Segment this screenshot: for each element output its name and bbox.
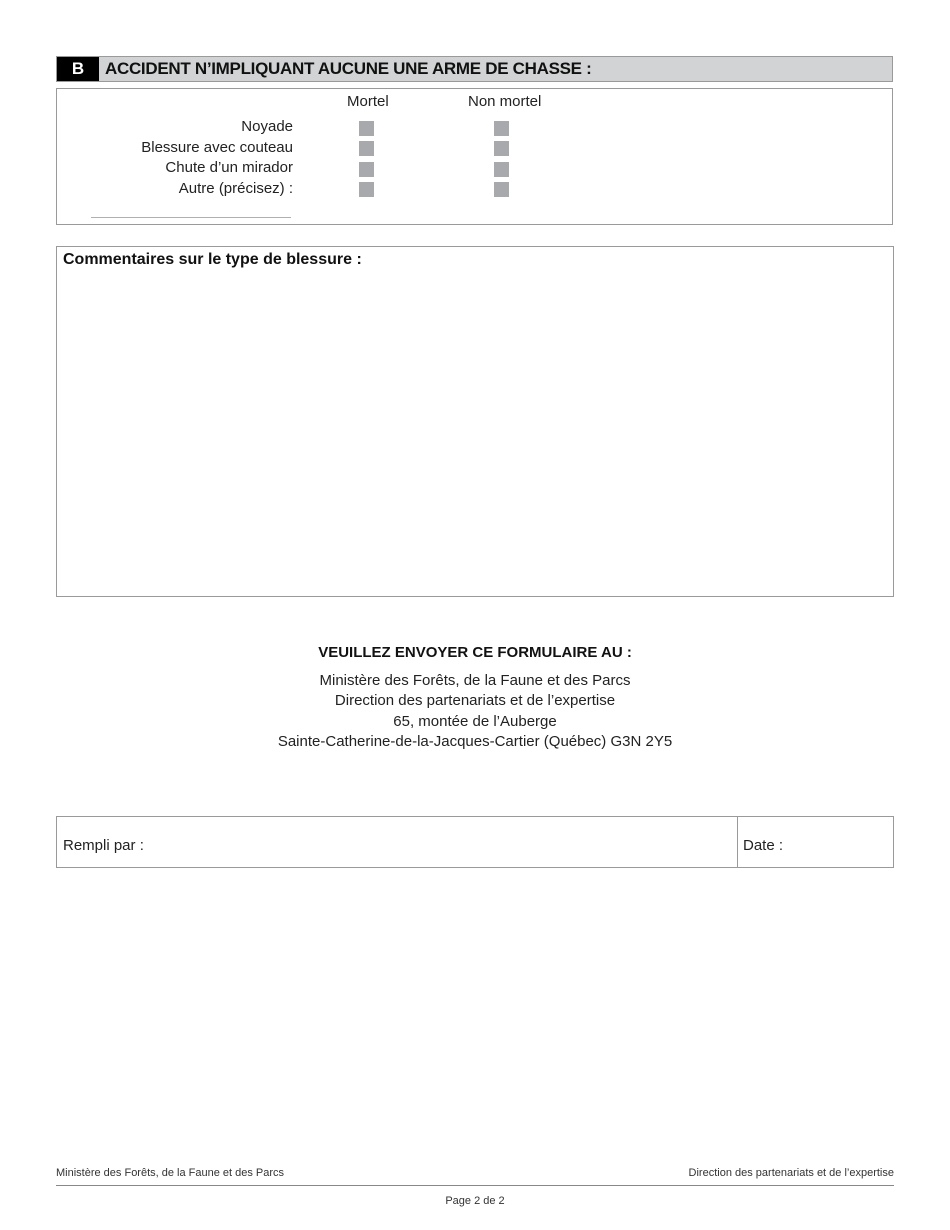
section-b-header: [56, 56, 893, 82]
section-title: ACCIDENT N’IMPLIQUANT AUCUNE UNE ARME DE CHASSE :: [105, 59, 592, 78]
comments-field[interactable]: [56, 246, 894, 597]
row-label-stand-fall: Chute d’un mirador: [165, 159, 293, 176]
address-line-direction: Direction des partenariats et de l’expertise: [334, 692, 616, 709]
signature-box: [56, 816, 894, 868]
checkbox-other-fatal[interactable]: [359, 182, 374, 197]
footer-divider: [56, 1185, 894, 1186]
row-label-knife-injury: Blessure avec couteau: [141, 139, 293, 156]
checkbox-knife-fatal[interactable]: [359, 141, 374, 156]
row-label-drowning: Noyade: [241, 118, 293, 135]
comments-title: Commentaires sur le type de blessure :: [63, 251, 362, 268]
checkbox-stand-fall-fatal[interactable]: [359, 162, 374, 177]
checkbox-knife-non-fatal[interactable]: [494, 141, 509, 156]
address-line-street: 65, montée de l’Auberge: [393, 713, 557, 730]
mailing-title: VEUILLEZ ENVOYER CE FORMULAIRE AU :: [318, 644, 632, 661]
column-header-non-fatal: Non mortel: [468, 93, 542, 110]
other-specify-field[interactable]: [91, 217, 291, 218]
page-number: Page 2 de 2: [445, 1195, 505, 1207]
column-header-fatal: Mortel: [347, 93, 389, 110]
checkbox-drowning-fatal[interactable]: [359, 121, 374, 136]
section-b-body: [56, 88, 893, 225]
footer-ministry: Ministère des Forêts, de la Faune et des Parcs: [56, 1167, 285, 1179]
signature-divider: [737, 817, 738, 867]
address-line-city: Sainte-Catherine-de-la-Jacques-Cartier (Québec) G3N 2Y5: [277, 733, 673, 750]
section-letter-badge: B: [57, 57, 99, 81]
checkbox-stand-fall-non-fatal[interactable]: [494, 162, 509, 177]
filled-by-label: Rempli par :: [63, 837, 144, 854]
footer-direction: Direction des partenariats et de l’expertise: [688, 1167, 894, 1179]
row-label-other: Autre (précisez) :: [178, 180, 293, 197]
address-line-ministry: Ministère des Forêts, de la Faune et des Parcs: [319, 672, 631, 689]
date-label: Date :: [743, 837, 784, 854]
checkbox-drowning-non-fatal[interactable]: [494, 121, 509, 136]
checkbox-other-non-fatal[interactable]: [494, 182, 509, 197]
